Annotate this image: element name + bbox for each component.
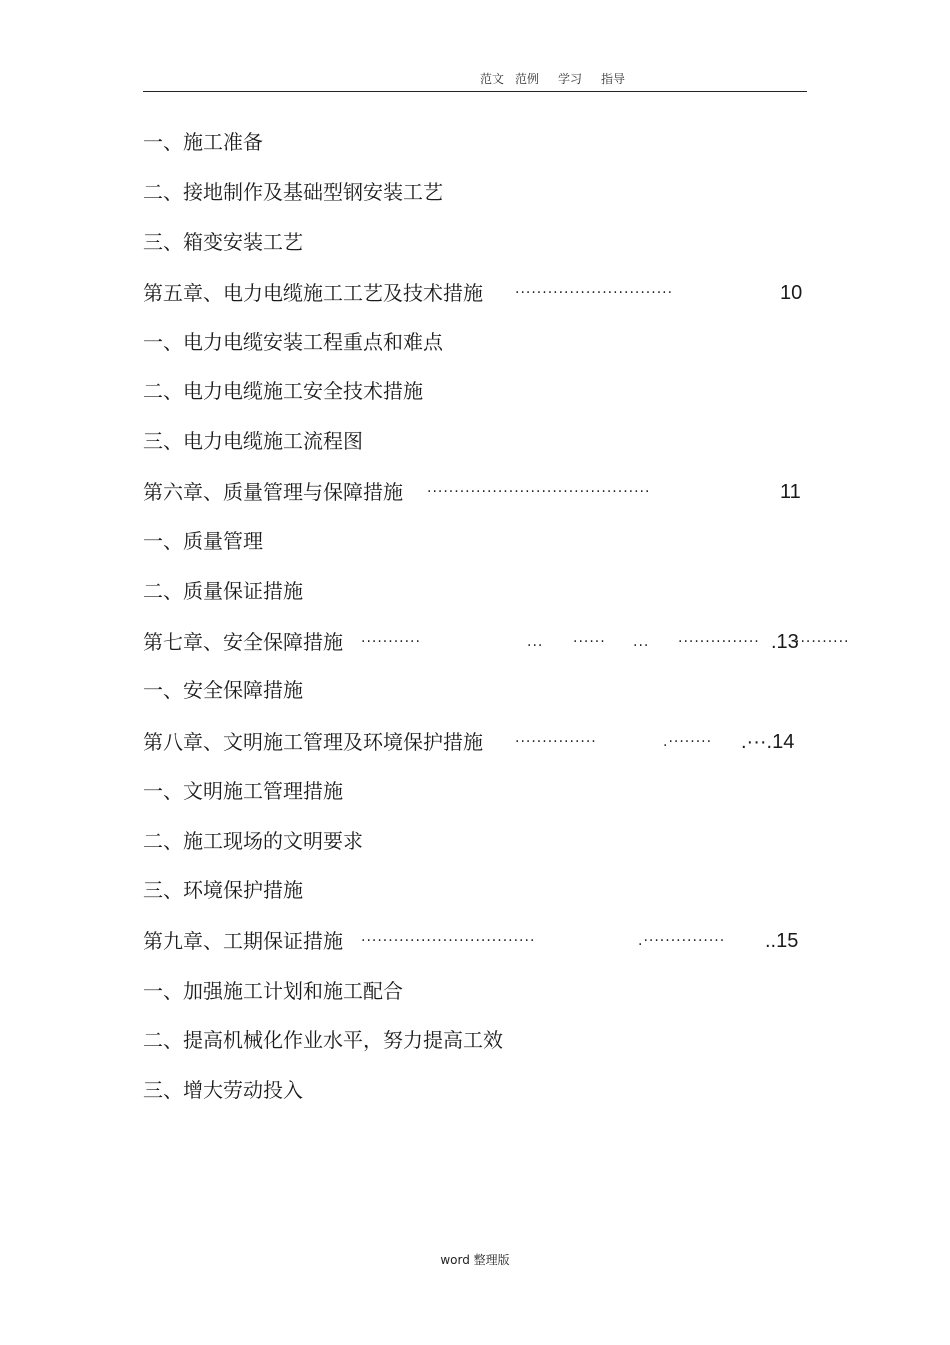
- toc-text: 第八章、文明施工管理及环境保护措施: [143, 730, 483, 754]
- toc-page-number: .13: [771, 631, 799, 653]
- toc-section: [143, 878, 303, 902]
- toc-leader-dots: ···············: [515, 734, 597, 750]
- toc-chapter: [143, 630, 850, 654]
- toc-leader-dots: ·········································: [427, 484, 651, 500]
- toc-text: 第六章、质量管理与保障措施: [143, 480, 403, 504]
- toc-chapter: [143, 480, 807, 504]
- toc-section: [143, 230, 303, 254]
- header-rule: [143, 91, 807, 92]
- toc-text: 二、施工现场的文明要求: [143, 829, 363, 853]
- toc-section: [143, 829, 363, 853]
- toc-text: 一、施工准备: [143, 130, 263, 154]
- toc-chapter: [143, 929, 807, 953]
- toc-text: 二、电力电缆施工安全技术措施: [143, 379, 423, 403]
- header-label-fanwen: 范文: [480, 72, 505, 86]
- toc-section: [143, 579, 303, 603]
- toc-text: 一、文明施工管理措施: [143, 779, 343, 803]
- toc-page-number: 10: [780, 282, 803, 304]
- toc-page-number: .···.14: [741, 731, 795, 753]
- toc-section: [143, 429, 363, 453]
- page-footer: word 整理版: [440, 1253, 510, 1267]
- toc-leader-dots: ···············: [678, 634, 760, 650]
- toc-section: [143, 979, 403, 1003]
- page-header: [0, 70, 950, 90]
- toc-text: 三、增大劳动投入: [143, 1078, 303, 1102]
- toc-leader-dots: ··········: [795, 634, 850, 650]
- toc-text: 第七章、安全保障措施: [143, 630, 343, 654]
- toc-section: [143, 678, 303, 702]
- toc-section: [143, 1078, 303, 1102]
- toc-section: [143, 330, 443, 354]
- toc-text: 一、加强施工计划和施工配合: [143, 979, 403, 1003]
- toc-leader-dots: ...: [633, 634, 650, 650]
- toc-text: 二、接地制作及基础型钢安装工艺: [143, 180, 443, 204]
- toc-text: 第五章、电力电缆施工工艺及技术措施: [143, 281, 483, 305]
- toc-section: [143, 529, 263, 553]
- toc-text: 一、电力电缆安装工程重点和难点: [143, 330, 443, 354]
- toc-text: 三、环境保护措施: [143, 878, 303, 902]
- toc-leader-dots: ···········: [361, 634, 421, 650]
- toc-chapter: [143, 281, 807, 305]
- toc-text: 一、安全保障措施: [143, 678, 303, 702]
- toc-section: [143, 130, 263, 154]
- toc-text: 第九章、工期保证措施: [143, 929, 343, 953]
- toc-page-number: ..15: [765, 930, 799, 952]
- toc-text: 二、质量保证措施: [143, 579, 303, 603]
- toc-text: 一、质量管理: [143, 529, 263, 553]
- toc-leader-dots: ·····························: [515, 285, 674, 301]
- header-label-fanli: 范例: [515, 72, 540, 86]
- toc-chapter: [143, 730, 807, 754]
- header-label-zhidao: 指导: [601, 72, 626, 86]
- toc-section: [143, 180, 443, 204]
- toc-leader-dots: .········: [663, 734, 713, 750]
- toc-section: [143, 779, 343, 803]
- toc-page-number: 11: [780, 481, 801, 503]
- toc-text: 三、电力电缆施工流程图: [143, 429, 363, 453]
- toc-text: 二、提高机械化作业水平，努力提高工效: [143, 1028, 503, 1052]
- header-label-xuexi: 学习: [558, 72, 583, 86]
- toc-leader-dots: ································: [361, 933, 536, 949]
- toc-leader-dots: ...: [527, 634, 544, 650]
- toc-leader-dots: .···············: [638, 933, 726, 949]
- toc-section: [143, 1028, 503, 1052]
- toc-leader-dots: ······: [573, 634, 606, 650]
- toc-section: [143, 379, 423, 403]
- toc-text: 三、箱变安装工艺: [143, 230, 303, 254]
